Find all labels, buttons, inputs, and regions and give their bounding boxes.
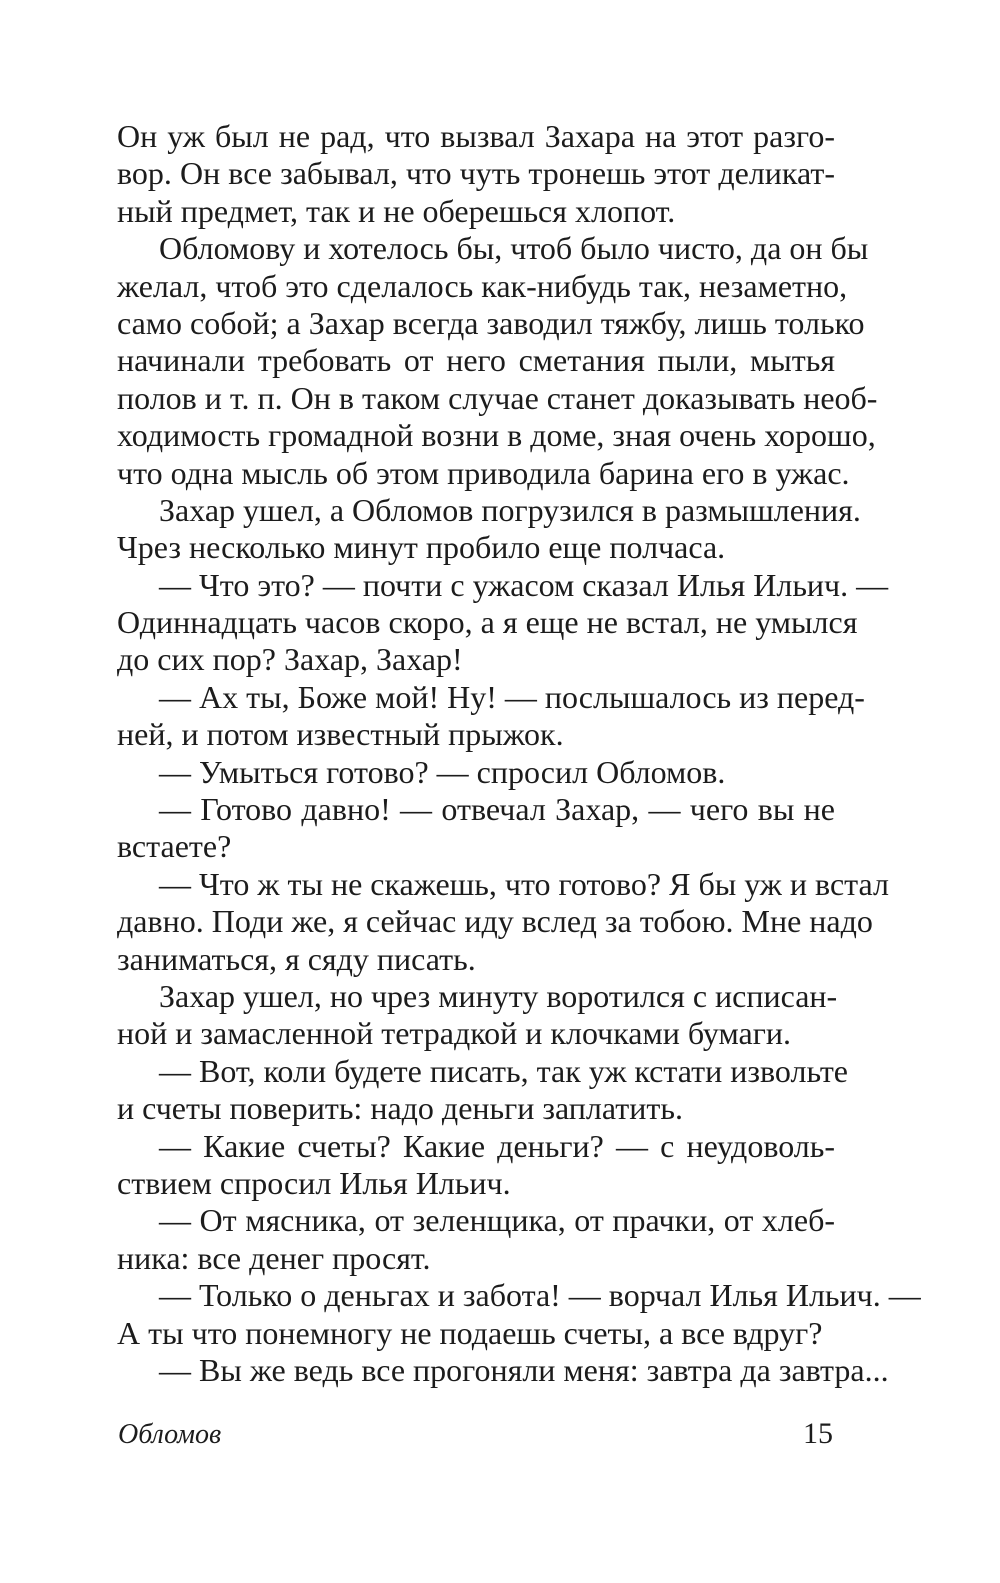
text-line: Чрез несколько минут пробило еще полчаса. bbox=[117, 529, 726, 566]
text-line: заниматься, я сяду писать. bbox=[117, 940, 476, 977]
text-line: само собой; а Захар всегда заводил тяжбу, лишь только bbox=[117, 304, 865, 341]
text-line: что одна мысль об этом приводила барина его в ужас. bbox=[117, 454, 850, 491]
text-line: ный предмет, так и не оберешься хлопот. bbox=[117, 192, 676, 229]
text-line: и счеты поверить: надо деньги заплатить. bbox=[117, 1090, 683, 1127]
text-line: полов и т. п. Он в таком случае станет доказывать необ- bbox=[117, 379, 878, 416]
text-line: — Вы же ведь все прогоняли меня: завтра да завтра... bbox=[159, 1351, 889, 1388]
text-line: — Умыться готово? — спросил Обломов. bbox=[159, 753, 726, 790]
text-line: — Что ж ты не скажешь, что готово? Я бы уж и встал bbox=[159, 865, 889, 902]
body-text bbox=[117, 118, 921, 1389]
text-line: желал, чтоб это сделалось как-нибудь так, незаметно, bbox=[117, 267, 848, 304]
text-line: А ты что понемногу не подаешь счеты, а все вдруг? bbox=[117, 1314, 823, 1351]
text-line: Одиннадцать часов скоро, а я еще не встал, не умылся bbox=[117, 604, 858, 641]
text-line: ника: все денег просят. bbox=[117, 1239, 431, 1276]
text-line: — Вот, коли будете писать, так уж кстати извольте bbox=[159, 1052, 848, 1089]
text-line: — Ах ты, Боже мой! Ну! — послышалось из перед- bbox=[159, 678, 865, 715]
text-line: — Только о деньгах и забота! — ворчал Илья Ильич. — bbox=[159, 1277, 921, 1314]
text-line: Обломову и хотелось бы, чтоб было чисто, да он бы bbox=[159, 230, 869, 267]
text-line: давно. Поди же, я сейчас иду вслед за тобою. Мне надо bbox=[117, 903, 873, 940]
text-line: ной и замасленной тетрадкой и клочками бумаги. bbox=[117, 1015, 791, 1052]
text-line: начинали требовать от него сметания пыли, мытья bbox=[117, 342, 835, 379]
text-line: — Какие счеты? Какие деньги? — с неудоволь- bbox=[159, 1127, 835, 1164]
text-line: — Что это? — почти с ужасом сказал Илья Ильич. — bbox=[159, 566, 889, 603]
text-line: до сих пор? Захар, Захар! bbox=[117, 641, 463, 678]
text-line: — От мясника, от зеленщика, от прачки, от хлеб- bbox=[159, 1202, 835, 1239]
running-footer-title: Обломов bbox=[118, 1419, 222, 1450]
text-line: ствием спросил Илья Ильич. bbox=[117, 1164, 511, 1201]
text-line: встаете? bbox=[117, 828, 232, 865]
text-line: вор. Он все забывал, что чуть тронешь этот деликат- bbox=[117, 155, 835, 192]
page-number: 15 bbox=[803, 1417, 833, 1450]
text-line: ходимость громадной возни в доме, зная очень хорошо, bbox=[117, 417, 876, 454]
text-line: Он уж был не рад, что вызвал Захара на этот разго- bbox=[117, 118, 835, 154]
text-line: Захар ушел, но чрез минуту воротился с исписан- bbox=[159, 977, 838, 1014]
text-line: ней, и потом известный прыжок. bbox=[117, 716, 564, 753]
text-line: Захар ушел, а Обломов погрузился в размышления. bbox=[159, 491, 861, 528]
text-line: — Готово давно! — отвечал Захар, — чего вы не bbox=[159, 791, 835, 828]
